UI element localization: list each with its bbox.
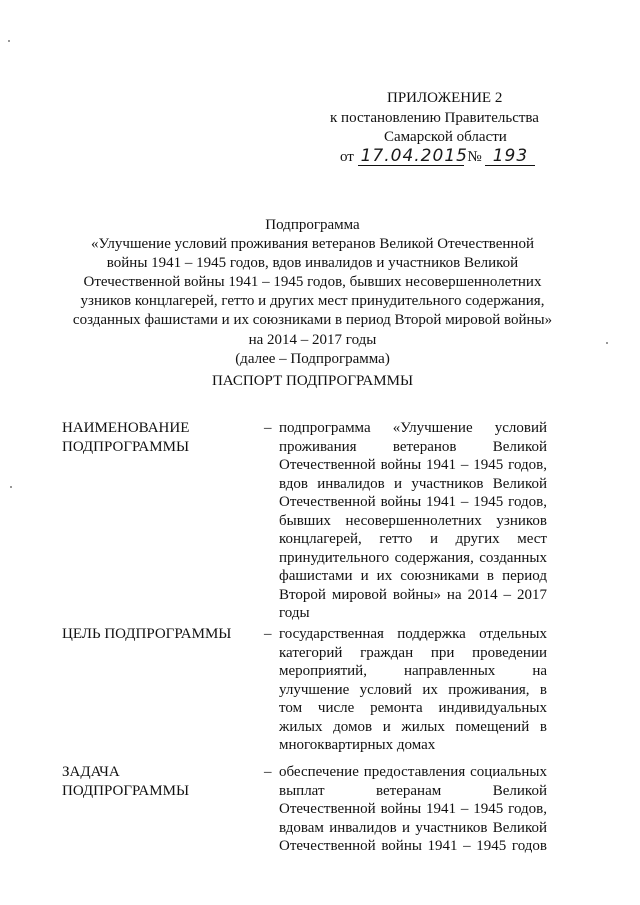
row-label bbox=[62, 419, 252, 456]
row-label bbox=[62, 763, 252, 800]
title-line: Отечественной войны 1941 – 1945 годов, бывших несовершеннолетних bbox=[83, 274, 542, 291]
row-value-line: Второй мировой войны» на 2014 – 2017 bbox=[279, 586, 547, 603]
title-line: «Улучшение условий проживания ветеранов Великой Отечественной bbox=[90, 236, 534, 253]
row-value-line: категорий граждан при проведении bbox=[279, 644, 547, 661]
row-value-line: годы bbox=[279, 605, 310, 621]
row-value-line: Отечественной войны 1941 – 1945 годов bbox=[279, 838, 547, 854]
title-line: Подпрограмма bbox=[265, 217, 360, 233]
annex-block bbox=[330, 89, 580, 167]
row-value bbox=[279, 625, 547, 755]
row-label-line: ПОДПРОГРАММЫ bbox=[62, 782, 190, 799]
row-value-line: Отечественной войны 1941 – 1945 годов, bbox=[279, 801, 547, 817]
row-label-line: НАИМЕНОВАНИЕ bbox=[62, 420, 190, 436]
row-value-line: принудительного содержания, созданных bbox=[279, 549, 547, 566]
subprogram-title bbox=[60, 216, 565, 369]
row-value-line: жилых домов и жилых помещений в bbox=[279, 718, 547, 735]
row-value-line: вдовам инвалидов и участников Великой bbox=[279, 819, 547, 836]
row-value-line: том числе ремонта индивидуальных bbox=[279, 700, 547, 716]
row-dash: – bbox=[264, 764, 272, 780]
annex-title: ПРИЛОЖЕНИЕ 2 bbox=[387, 90, 503, 106]
row-value-line: фашистами и их союзниками в период bbox=[279, 568, 547, 584]
row-label-line: ПОДПРОГРАММЫ bbox=[62, 438, 190, 455]
row-value-line: выплат ветеранам Великой bbox=[279, 782, 547, 799]
from-label: от bbox=[340, 148, 354, 165]
title-line: на 2014 – 2017 годы bbox=[248, 331, 377, 348]
row-value bbox=[279, 419, 547, 623]
row-value-line: Отечественной войны 1941 – 1945 годов, bbox=[279, 457, 547, 473]
annex-region-line: Самарской области bbox=[384, 129, 507, 145]
row-dash: – bbox=[264, 420, 272, 436]
row-label-line: ЦЕЛЬ ПОДПРОГРАММЫ bbox=[62, 626, 232, 642]
handwritten-date: 17.04.2015 bbox=[358, 148, 464, 166]
row-value-line: бывших несовершеннолетних узников bbox=[279, 512, 547, 529]
scan-speck bbox=[8, 40, 10, 42]
row-label bbox=[62, 625, 252, 644]
title-line: войны 1941 – 1945 годов, вдов инвалидов и участников Великой bbox=[106, 255, 519, 272]
row-value bbox=[279, 763, 547, 856]
row-dash: – bbox=[264, 626, 272, 642]
title-line: узников концлагерей, гетто и других мест принудительного содержания, bbox=[80, 293, 545, 310]
row-value-line: подпрограмма «Улучшение условий bbox=[279, 420, 547, 436]
scan-speck bbox=[606, 342, 608, 344]
row-value-line: Отечественной войны 1941 – 1945 годов, bbox=[279, 494, 547, 510]
annex-date-number-line bbox=[330, 145, 580, 168]
passport-heading: ПАСПОРТ ПОДПРОГРАММЫ bbox=[211, 373, 414, 389]
row-value-line: государственная поддержка отдельных bbox=[279, 626, 547, 642]
row-value-line: вдов инвалидов и участников Великой bbox=[279, 475, 547, 492]
row-label-line: ЗАДАЧА bbox=[62, 764, 120, 780]
row-value-line: многоквартирных домах bbox=[279, 737, 436, 753]
row-value-line: концлагерей, гетто и других мест bbox=[279, 531, 547, 547]
row-value-line: обеспечение предоставления социальных bbox=[279, 764, 547, 780]
handwritten-number: 193 bbox=[485, 148, 535, 166]
row-value-line: улучшение условий их проживания, в bbox=[279, 681, 547, 698]
scan-speck bbox=[10, 486, 12, 488]
title-line: созданных фашистами и их союзниками в период Второй мировой войны» bbox=[72, 312, 553, 329]
number-label: № bbox=[467, 148, 482, 165]
annex-resolution-line: к постановлению Правительства bbox=[330, 109, 539, 126]
row-value-line: мероприятий, направленных на bbox=[279, 663, 547, 679]
title-line: (далее – Подпрограмма) bbox=[235, 350, 390, 367]
row-value-line: проживания ветеранов Великой bbox=[279, 438, 547, 455]
